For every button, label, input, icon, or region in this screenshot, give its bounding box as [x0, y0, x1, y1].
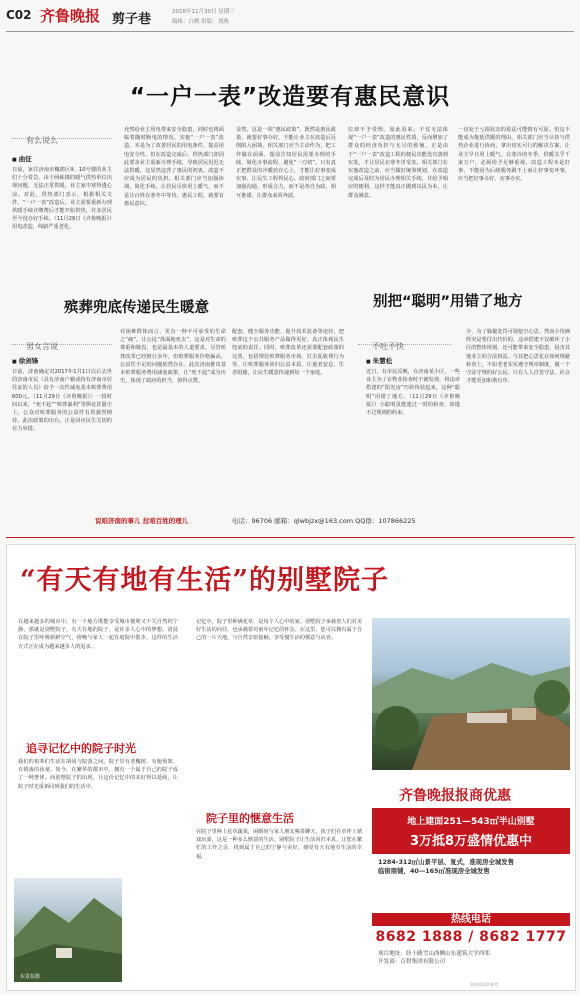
article-body: 位却不予受理。如此看来，不仅无法体现“一户一表”改造的惠民性质，反而增加了群众的经济负担与无尽的烦恼。正是由于“一户一表”改造工程的便民功能没有落到实处，才让居民在寒冬里受冻。相关部门在实施改造之前，应当做好统筹规划，在改造完成后及时为居民办理相关手续，并给予相应的便利，这样才能真正做到以民为本，让群众满意。 — [348, 127, 448, 199]
promo-title: 齐鲁晚报报商优惠 — [399, 788, 511, 804]
developer-name: 开发商：百督集团有限公司 — [378, 959, 446, 965]
ad-footnote: 效果图仅供参考 — [470, 982, 498, 987]
ad-section-title: 追寻记忆中的院子时光 — [26, 742, 136, 755]
article-body: 日前，济南确定对2017年1月1日以后去世的济南市民（具有济南户籍或持有济南市居住证的人员）给予一次性减免基本殡葬费用600元。（11月29日《齐鲁晚报》）一段时间以来，“死不起”“殡葬暴利”等舆论甚嚣尘上，公众对殡葬服务的公益性有着强烈期待。此次政策的出台，正是回应民生关切的有力举措。 — [12, 369, 112, 433]
project-info — [378, 950, 568, 966]
article-body: 近日，有市民反映，在济南某小区，一些业主为了在物业检查时不被发现，将违章搭建的“阳光房”巧妙伪装起来，这种“聪明”用错了地方。（11月29日《齐鲁晚报》）小聪明虽能逃过一时的检查，却逃不过规则的约束。 — [366, 369, 460, 417]
promo-line-2: 3万抵8万盛情优惠中 — [409, 834, 533, 849]
article-author: ■ 朱慧松 — [366, 356, 392, 365]
article-body: 充然给业主用电带来安全隐患，同时也将面临着随时断电的情况。实施“一户一表”改造，本是为了改善居民的用电条件，提高用电安全性。但在改造完成后，供热部门却因此要求业主重新办理手续，导致居民迟迟无法供暖，这显然违背了惠民的初衷。改造不应成为居民的负担。相关部门应当加强协调，简化手续，让居民尽快用上暖气，而不是让百姓在寒冬中等待。惠民工程，就要有惠民意识。 — [124, 127, 224, 207]
section-title: 剪子巷 — [112, 12, 152, 27]
ad-section-body: 在院子里种上花草蔬果，闲暇时与家人朋友喝茶聊天，孩子们在草坪上嬉戏玩耍，这是一种多么惬意的生活。别墅院子让生活回归本真，让您在繁忙的工作之余，找到属于自己的宁静与美好，感受有天有地有生活的幸福。 — [196, 829, 362, 860]
column-label-box — [358, 334, 452, 351]
sub-headline: 殡葬兜底传递民生暖意 — [64, 300, 209, 316]
contact-info: 电话：96706 邮箱：qlwbjzx@163.com QQ群：107866225 — [232, 517, 416, 525]
photo-caption: 实景拍摄 — [20, 974, 41, 980]
article-body: 对困难群体而言，更有一种不可承受的生命之“痛”。让公民“体面地死去”，这是对生命的尊重和敬畏，也是最基本的人道要求。尽管殡葬改革已经推行多年，但殡葬服务价格偏高、公益性不足的问题依然存在。此次济南推出基本殡葬服务费用减免政策，让“死不起”成为历史，体现了政府的担当，值得点赞。 — [120, 329, 226, 385]
newspaper-logo: 齐鲁晚报 — [40, 7, 101, 25]
column-label-box — [12, 334, 112, 351]
column-label: 不吐不快 — [372, 342, 404, 351]
article-body: 显然，这是一项“惠民政策”。既然是惠民政策，就要好事办好，不能让业主在改造后反倒陷入困境。相关部门应当主动作为，把工作做在前面，提前告知居民需要办理的手续，简化办事流程，避免“一刀切”。只有真正把群众的冷暖放在心上，才能让好事变成实事，让民生工程得民心。政府部门之间要加强沟通，形成合力，而不是各自为政、相互推诿，让群众来回奔波。 — [236, 127, 336, 199]
hotline-label: 热线电话 — [372, 913, 570, 926]
issue-date: 2016年11月30日 星期三 — [172, 9, 235, 15]
landscape-illustration — [14, 878, 122, 982]
sub-headline: 别把“聪明”用错了地方 — [373, 294, 523, 310]
header-rule — [6, 31, 574, 32]
hotline-numbers: 8682 1888 / 8682 1777 — [375, 929, 567, 945]
article-body: 一直处于亏损状态的说法可能情有可原。但这不能成为拖延供暖的理由。相关部门应当尽快与供热企业进行协商，拿出切实可行的解决方案，让业主早日用上暖气。在寒冷的冬季，供暖关乎千家万户，必须给予足够重视。改造工程本是好事，不能因为后续服务跟不上而让好事变坏事，应当把好事办好、实事办实。 — [458, 127, 570, 183]
promo-banner — [372, 808, 570, 854]
villa-courtyard-illustration — [372, 618, 570, 770]
villa-courtyard-photo — [372, 618, 570, 770]
promo-detail-2: 临街商铺，40—165㎡准现房全城发售 — [378, 867, 490, 875]
section-divider — [6, 537, 574, 538]
ad-section-title: 院子里的惬意生活 — [206, 812, 294, 825]
column-slogan: 说咱济南的事儿 拉咱百姓的理儿 — [95, 517, 189, 525]
editors-credit: 编辑：白鹤 组版：刘燕 — [172, 19, 229, 25]
main-headline: “一户一表”改造要有惠民意识 — [129, 84, 451, 110]
promo-details — [378, 858, 568, 876]
article-body: 少，为了躲避处罚可谓挖空心思。然而小伎俩终究是要付出代价的。违章搭建不仅破坏了小区的整体规划，还可能带来安全隐患，侵害其他业主的合法权益。与其把心思花在如何规避检查上，不如老老实实遵守规章制度，做一个守法守规的好公民。只有人人自觉守法，社会才能更加和谐有序。 — [466, 329, 570, 385]
ad-body: 记忆中，院子里种满花草，是每个人心中的家。别墅院子承载着人们对美好生活的向往，也承载着对童年记忆的怀念。在这里，您可以拥有属于自己的一片天地，与自然亲密接触，享受慢生活的惬意与从容。 — [196, 619, 362, 642]
promo-line-1: 地上建面251—543㎡半山别墅 — [407, 817, 535, 827]
landscape-photo — [14, 878, 122, 982]
column-label-box — [12, 128, 112, 145]
article-author: ■ 徐剑锋 — [12, 356, 38, 365]
project-address: 项目地址：经十路雪山西侧山东建筑大学西邻 — [378, 951, 490, 957]
promo-detail-1: 1284-312㎡山景平层、复式，准现房全城发售 — [378, 858, 515, 866]
article-body: 配套、健全服务功能、提升技术装备等途径，把殡葬这个公共服务产品做得更好，真正体现民生兜底的责任。同时，殡葬改革还需要配套政策的完善，包括规范殡葬服务市场、打击乱收费行为等，让殡葬服务回归公益本质，让逝者安息、生者慰藉，让民生暖意传递到每一个家庭。 — [232, 329, 344, 377]
ad-headline: “有天有地有生活”的别墅院子 — [20, 565, 390, 596]
page-number: C02 — [6, 8, 32, 22]
column-label: 男女言说 — [26, 342, 58, 351]
ad-section-body: 我们的祖辈们生活在胡同与院落之间，院子里有老槐树、有葡萄架、有嬉戏的孩童。如今，在繁华的都市中，拥有一个属于自己的院子成了一种奢侈。而别墅院子的出现，让这份记忆中的美好得以延续，让院子时光重新回到我们的生活中。 — [18, 759, 178, 790]
ad-intro: 在越来越多的城市中，有一个地方既能享受城市便利又不失自然的宁静，那就是别墅院子。有天有地的院子，是许多人心中的梦想。清晨在院子里呼吸新鲜空气，傍晚与家人一起在庭院中散步，这样的生活方式正在成为越来越多人的追求。 — [18, 619, 178, 650]
article-body: 日前，家住济南市槐荫区9、10号楼的业主们十分着急，由于两栋楼的暖气供热单位出现问题，无法正常供暖，业主家中寒得透心凉。对此，供热部门表示，根据相关文件，“一户一表”改造后，业主需要重新办理供暖手续并缴费后才能开始供热，许多居民至今没办好手续。（11月29日《齐鲁晚报》）用电改造，线路严重老化。 — [12, 167, 112, 231]
page-header — [0, 0, 580, 32]
column-label: 有么说么 — [26, 136, 58, 145]
article-author: ■ 曲征 — [12, 154, 32, 163]
